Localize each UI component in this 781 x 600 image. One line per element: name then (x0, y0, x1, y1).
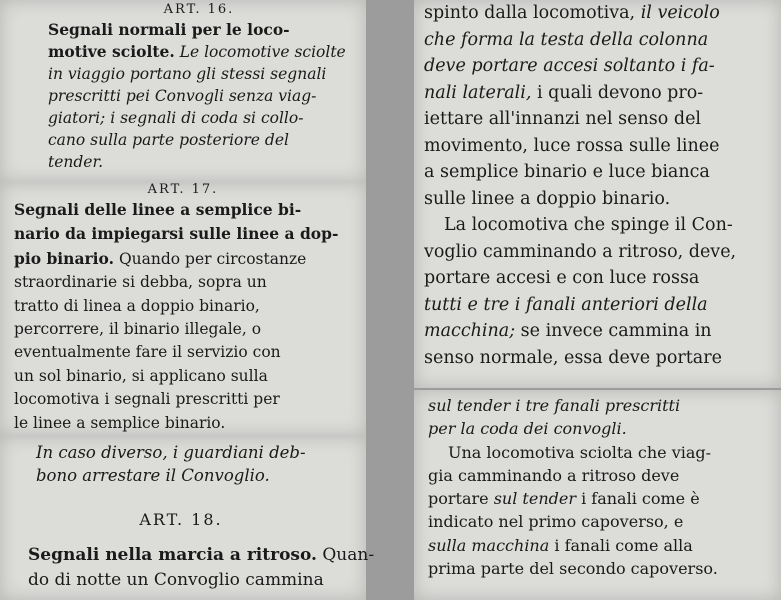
text-line (424, 345, 775, 372)
text-line (424, 292, 775, 319)
text-line (48, 63, 350, 85)
text-run: movimento, luce rossa sulle linee (424, 135, 720, 156)
italic-run: cano sulla parte posteriore del (48, 131, 289, 149)
text-line (428, 487, 771, 510)
text-line (48, 151, 350, 173)
text-run: do di notte un Convoglio cammina (28, 570, 324, 590)
text-line (48, 129, 350, 151)
text-line (14, 365, 352, 388)
text-line (424, 239, 775, 266)
text-line (14, 271, 352, 294)
text-run: a semplice binario e luce bianca (424, 162, 710, 182)
text-run: prima parte del secondo capoverso. (428, 559, 718, 579)
text-line (428, 464, 771, 487)
text-line (48, 107, 350, 129)
text-run: indicato nel primo capoverso, e (428, 512, 684, 532)
text-line (428, 417, 771, 440)
text-run: portare accesi e con luce rossa (424, 268, 700, 288)
text-run: voglio camminando a ritroso, deve, (424, 241, 737, 262)
text-line (424, 80, 775, 107)
text-line (14, 247, 352, 271)
text-line (424, 265, 775, 292)
italic-run: in viaggio portano gli stessi segnali (48, 65, 327, 83)
text-line (48, 85, 350, 107)
italic-run: tutti e tre i fanali anteriori della (424, 294, 708, 315)
text-line (48, 41, 350, 63)
text-line (14, 318, 352, 341)
text-line (28, 543, 375, 568)
article-heading: ART. 17. (147, 182, 219, 197)
text-run: locomotiva i segnali prescritti per (14, 390, 280, 409)
text-line (424, 186, 775, 213)
italic-run: macchina; (424, 321, 516, 341)
text-line (14, 295, 352, 318)
italic-run: per la coda dei convogli. (428, 419, 627, 439)
bold-run: nario da impiegarsi sulle linee a dop- (14, 224, 339, 244)
article-heading: ART. 16. (163, 2, 235, 17)
article-body-continued (10, 442, 352, 487)
text-line (428, 534, 771, 557)
bold-run: motive sciolte. (48, 42, 175, 61)
text-run: eventualmente fare il servizio con (14, 343, 281, 362)
italic-run: bono arrestare il Convoglio. (36, 465, 270, 485)
text-run: Una locomotiva sciolta che viag- (448, 442, 712, 462)
italic-run: sul tender i tre fanali prescritti (428, 396, 681, 415)
text-line (424, 27, 775, 54)
text-run: iettare all'innanzi nel senso del (424, 109, 702, 129)
text-run: portare (428, 489, 494, 509)
text-line (14, 388, 352, 411)
italic-run: In caso diverso, i guardiani deb- (36, 443, 306, 462)
text-line (424, 212, 775, 239)
article-body (428, 394, 771, 580)
text-line (428, 394, 771, 417)
text-run: Quando per circostanze (114, 249, 307, 268)
text-line (14, 341, 352, 364)
text-run: spinto dalla locomotiva, (424, 3, 641, 23)
text-run: sulle linee a doppio binario. (424, 188, 671, 209)
text-line (424, 53, 775, 80)
text-run: La locomotiva che spinge il Con- (444, 215, 733, 235)
italic-run: nali laterali, (424, 82, 532, 103)
italic-run: giatori; i segnali di coda si collo- (48, 109, 304, 127)
article-body (14, 198, 352, 435)
italic-run: il veicolo (640, 3, 720, 23)
text-run: un sol binario, si applicano sulla (14, 366, 268, 385)
text-line (424, 318, 775, 345)
clipping-art-16 (0, 0, 366, 182)
clipping-continuation-1 (414, 0, 781, 388)
text-run: le linee a semplice binario. (14, 413, 226, 432)
bold-run: pio binario. (14, 248, 115, 268)
text-run: se invece cammina in (515, 321, 712, 341)
italic-run: deve portare accesi soltanto i fa- (424, 56, 715, 76)
article-body (424, 0, 775, 371)
italic-run: tender. (48, 153, 104, 171)
text-run: percorrere, il binario illegale, o (14, 320, 262, 339)
italic-run: prescritti pei Convogli senza viag- (48, 87, 317, 105)
text-run: Quan- (316, 545, 375, 565)
text-run: i fanali come alla (549, 535, 693, 555)
clipping-continuation-2 (414, 390, 781, 600)
text-line (428, 441, 771, 464)
clipping-art-17 (0, 182, 366, 436)
text-line (424, 133, 775, 160)
text-line (48, 19, 350, 41)
text-line (428, 557, 771, 580)
bold-run: Segnali delle linee a semplice bi- (14, 200, 302, 219)
text-run: gia camminando a ritroso deve (428, 465, 680, 485)
text-line (424, 0, 775, 27)
article-body (48, 19, 350, 173)
text-run: i quali devono pro- (531, 82, 704, 103)
text-line (28, 568, 352, 593)
text-line (14, 412, 352, 435)
bold-run: Segnali nella marcia a ritroso. (28, 545, 317, 565)
text-run: straordinarie si debba, sopra un (14, 273, 267, 292)
text-run: tratto di linea a doppio binario, (14, 296, 260, 315)
article-heading: ART. 18. (139, 510, 223, 529)
text-line (36, 465, 352, 488)
italic-run: sul tender (493, 489, 576, 509)
italic-run: sulla macchina (428, 535, 550, 555)
text-run: i fanali come è (575, 489, 700, 509)
text-run: senso normale, essa deve portare (424, 347, 722, 368)
text-line (14, 198, 352, 222)
article-body (10, 543, 375, 593)
italic-run: Le locomotive sciolte (174, 43, 346, 61)
italic-run: che forma la testa della colonna (424, 29, 709, 50)
text-line (428, 510, 771, 533)
text-line (424, 106, 775, 133)
bold-run: Segnali normali per le loco- (48, 20, 290, 39)
text-line (36, 442, 352, 465)
text-line (14, 222, 352, 246)
text-line (424, 159, 775, 186)
clipping-art-18 (0, 436, 375, 600)
